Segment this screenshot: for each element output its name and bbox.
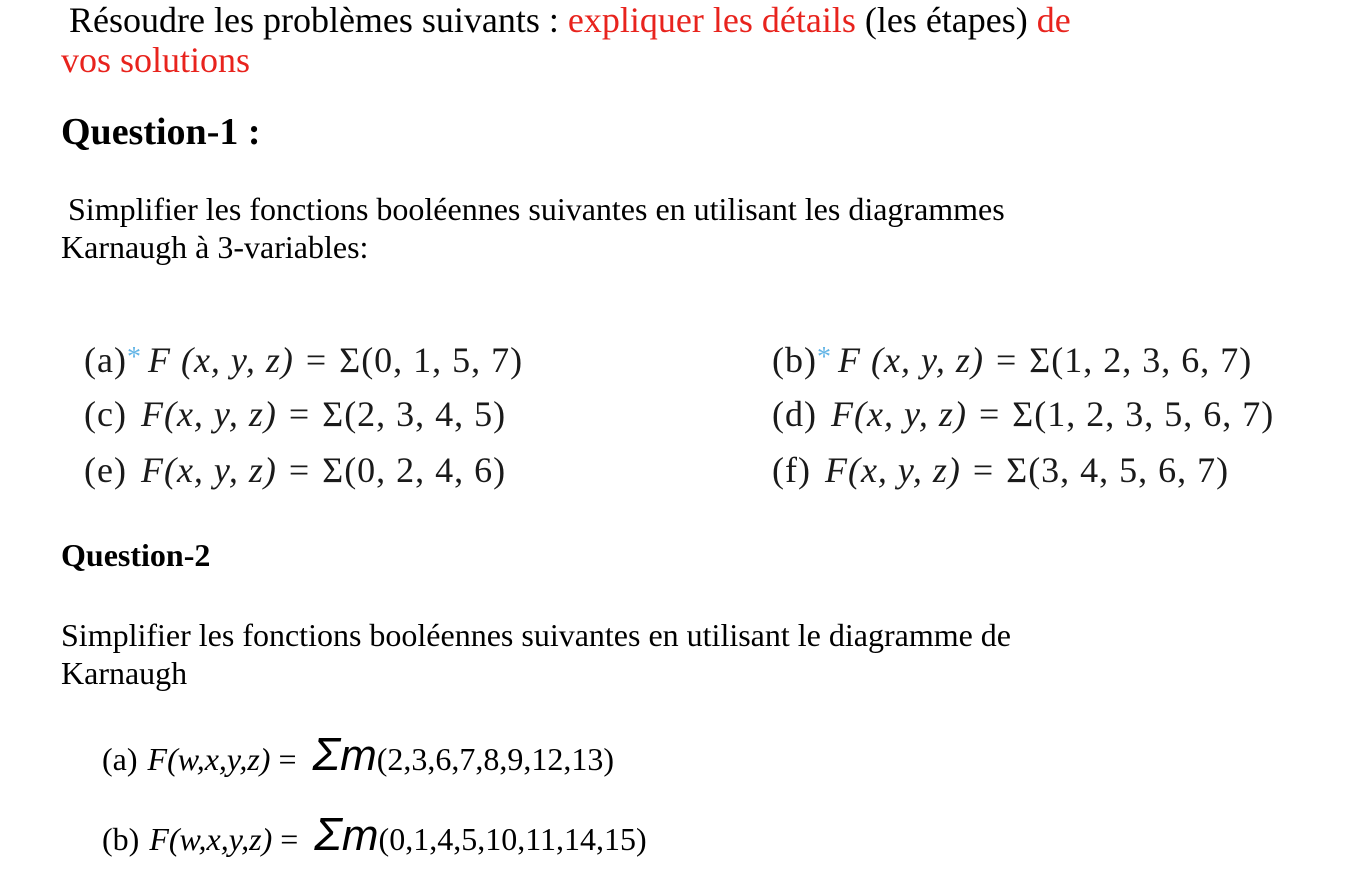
minterm-symbol: m — [341, 811, 379, 860]
q1-function-name: F(x, y, z) — [830, 394, 967, 434]
q1-function-minterms: Σ(1, 2, 3, 6, 7) — [1029, 340, 1253, 380]
question-2-description-line-2: Karnaugh — [61, 655, 188, 691]
q1-function-label: (c) — [84, 394, 127, 434]
minterm-symbol: m — [340, 731, 377, 780]
q2-function-label: (a) — [102, 741, 138, 777]
q2-function-b — [102, 810, 647, 863]
instructions-emphasis-2: de — [1036, 0, 1071, 40]
q2-function-label: (b) — [102, 821, 140, 857]
sigma-symbol: Σ — [314, 808, 342, 860]
equals-sign: = — [288, 450, 311, 490]
instructions-text-2: (les étapes) — [855, 0, 1037, 40]
q1-function-minterms: Σ(0, 1, 5, 7) — [339, 340, 524, 380]
question-1-title: Question-1 : — [61, 111, 261, 153]
q1-function-label: (e) — [84, 450, 127, 490]
q1-function-minterms: Σ(0, 2, 4, 6) — [322, 450, 507, 490]
equals-sign: = — [978, 394, 1001, 434]
q1-function-f — [772, 448, 1229, 492]
question-1-description-line-2: Karnaugh à 3-variables: — [61, 229, 369, 265]
starred-marker: * — [816, 342, 832, 373]
q1-function-name: F (x, y, z) — [147, 340, 294, 380]
equals-sign: = — [272, 821, 307, 857]
q1-function-label: (f) — [772, 450, 811, 490]
q1-function-c — [84, 392, 506, 436]
question-2-description — [61, 616, 1261, 692]
equals-sign: = — [995, 340, 1018, 380]
q1-function-name: F(x, y, z) — [140, 394, 277, 434]
q2-function-minterms: (2,3,6,7,8,9,12,13) — [376, 741, 615, 777]
q1-function-label: (a) — [84, 340, 127, 380]
sigma-symbol: Σ — [312, 728, 341, 780]
question-1-description — [61, 190, 1261, 266]
q1-function-minterms: Σ(1, 2, 3, 5, 6, 7) — [1012, 394, 1275, 434]
q1-function-name: F(x, y, z) — [824, 450, 961, 490]
q1-function-a — [84, 336, 523, 382]
equals-sign: = — [288, 394, 311, 434]
q1-function-e — [84, 448, 506, 492]
q1-function-label: (d) — [772, 394, 817, 434]
q1-function-label: (b) — [772, 340, 817, 380]
equals-sign: = — [972, 450, 995, 490]
equals-sign: = — [305, 340, 328, 380]
instructions-text: Résoudre les problèmes suivants : — [69, 0, 568, 40]
q2-function-name: F(w,x,y,z) — [147, 741, 271, 777]
q2-function-name: F(w,x,y,z) — [149, 821, 273, 857]
question-2-title: Question-2 — [61, 537, 211, 573]
q1-function-b — [772, 336, 1252, 382]
q1-function-name: F (x, y, z) — [837, 340, 984, 380]
q2-function-minterms: (0,1,4,5,10,11,14,15) — [378, 821, 647, 857]
instructions-emphasis: expliquer les détails — [567, 0, 856, 40]
q1-function-name: F(x, y, z) — [140, 450, 277, 490]
q1-function-d — [772, 392, 1274, 436]
q1-function-minterms: Σ(2, 3, 4, 5) — [322, 394, 507, 434]
starred-marker: * — [126, 342, 142, 373]
equals-sign: = — [270, 741, 305, 777]
q2-function-a — [102, 730, 614, 783]
question-2-description-line-1: Simplifier les fonctions booléennes suivantes en utilisant le diagramme de — [61, 617, 1011, 653]
instructions — [61, 0, 1261, 80]
q1-function-minterms: Σ(3, 4, 5, 6, 7) — [1006, 450, 1230, 490]
instructions-emphasis-3: vos solutions — [61, 40, 251, 80]
question-1-description-line-1: Simplifier les fonctions booléennes suivantes en utilisant les diagrammes — [68, 191, 1005, 227]
